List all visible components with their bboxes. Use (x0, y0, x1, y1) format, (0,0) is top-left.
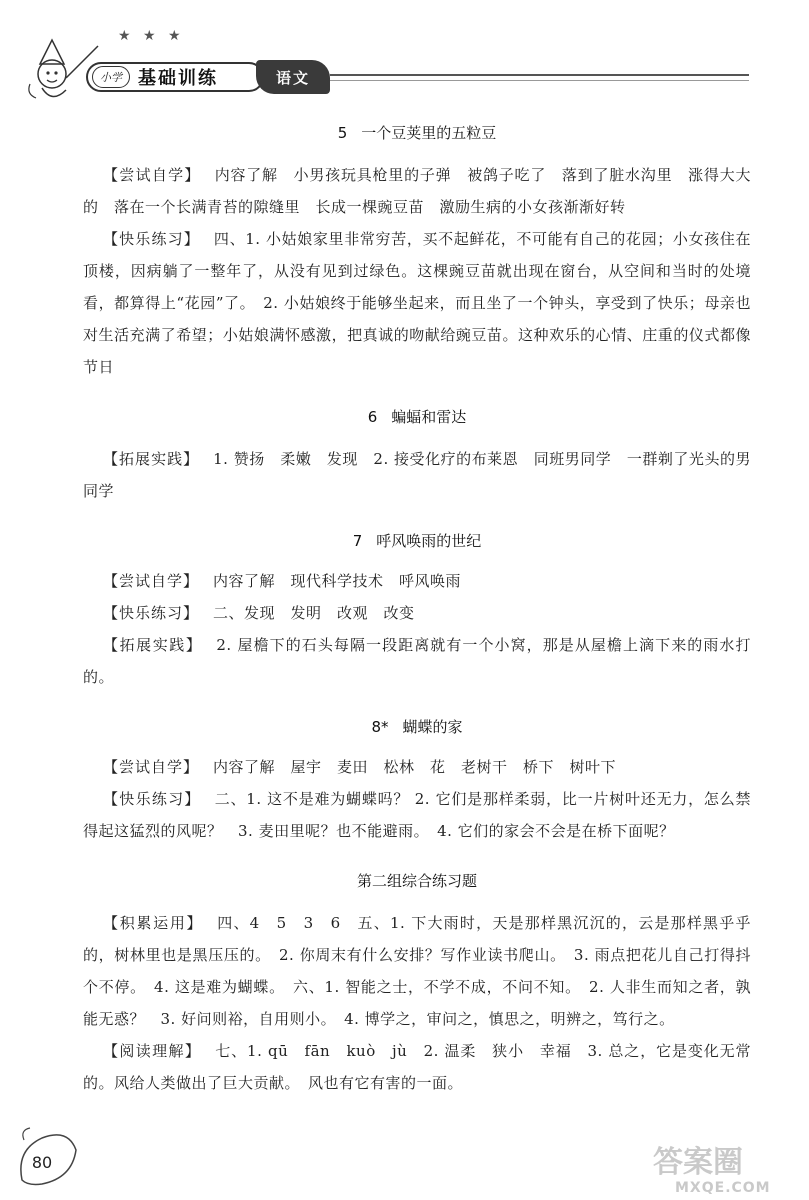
answer-paragraph (83, 443, 751, 507)
section-title-text: 第二组综合练习题 (356, 872, 477, 890)
section-number: 6 (367, 408, 378, 426)
paragraph-label: 【尝试自学】 (103, 572, 200, 590)
section-title-text: 呼风唤雨的世纪 (376, 532, 482, 550)
paragraph-text: 二、1. 这不是难为蝴蝶吗？ 2. 它们是那样柔弱，比一片树叶还无力，怎么禁得起这猛烈的风呢？ 3. 麦田里呢？也不能避雨。 4. 它们的家会不会是在桥下面呢？ (83, 790, 751, 840)
section-number: 7 (352, 532, 363, 550)
section-title (83, 715, 751, 739)
paragraph-label: 【快乐练习】 (103, 604, 200, 622)
paragraph-label: 【尝试自学】 (103, 166, 201, 184)
answer-paragraph (83, 159, 751, 223)
answer-paragraph (83, 597, 751, 629)
stars-decoration: ★ ★ ★ (118, 28, 185, 44)
answer-content (83, 115, 751, 1099)
paragraph-text: 内容了解 屋宇 麦田 松林 花 老树干 桥下 树叶下 (213, 758, 617, 776)
brand-grade-label: 小学 (92, 66, 130, 88)
header-rule-thin (330, 80, 749, 81)
watermark-logo-icon (649, 1138, 799, 1196)
section (83, 529, 751, 693)
section-title-text: 蝴蝶的家 (402, 718, 463, 736)
answer-paragraph (83, 629, 751, 693)
brand-logo (86, 62, 264, 92)
paragraph-text: 2. 屋檐下的石头每隔一段距离就有一个小窝，那是从屋檐上滴下来的雨水打的。 (83, 636, 751, 686)
watermark-text: 答案圈 (653, 1145, 743, 1180)
section (83, 121, 751, 383)
paragraph-label: 【拓展实践】 (103, 450, 200, 468)
answer-paragraph (83, 751, 751, 783)
section-title (83, 405, 751, 429)
section-title-text: 蝙蝠和雷达 (391, 408, 467, 426)
subject-tab: 语文 (256, 60, 330, 94)
section-number: 8* (371, 718, 389, 736)
paragraph-label: 【阅读理解】 (103, 1042, 202, 1060)
paragraph-label: 【拓展实践】 (103, 636, 203, 654)
watermark-url: MXQE.COM (675, 1180, 771, 1196)
answer-paragraph (83, 1035, 751, 1099)
paragraph-text: 内容了解 现代科学技术 呼风唤雨 (213, 572, 462, 590)
paragraph-text: 四、4 5 3 6 五、1. 下大雨时，天是那样黑沉沉的，云是那样黑乎乎的，树林里也是黑压压的。 2. 你周末有什么安排？写作业读书爬山。 3. 雨点把花儿自己打得抖个不停。 4. 这是难为蝴蝶。 六、1. 智能之士，不学不成，不问不知。 2. 人非生而知之者，孰能无惑？ 3. 好问则裕，自用则小。 4. 博学之，审问之，慎思之，明辨之，笃行之。 (83, 914, 751, 1028)
answer-paragraph (83, 565, 751, 597)
section-title (83, 121, 751, 145)
page-number: 80 (31, 1152, 53, 1172)
section-number: 5 (337, 124, 348, 142)
section (83, 869, 751, 1099)
answer-paragraph (83, 223, 751, 383)
section-title (83, 869, 751, 893)
answer-paragraph (83, 783, 751, 847)
paragraph-text: 二、发现 发明 改观 改变 (213, 604, 415, 622)
paragraph-text: 1. 赞扬 柔嫩 发现 2. 接受化疗的布莱恩 同班男同学 一群剃了光头的男同学 (83, 450, 751, 500)
paragraph-label: 【快乐练习】 (103, 230, 200, 248)
answer-paragraph (83, 907, 751, 1035)
paragraph-text: 内容了解 小男孩玩具枪里的子弹 被鸽子吃了 落到了脏水沟里 涨得大大的 落在一个长满青苔的隙缝里 长成一棵豌豆苗 激励生病的小女孩渐渐好转 (83, 166, 751, 216)
brand-title: 基础训练 (138, 68, 218, 89)
section-title-text: 一个豆荚里的五粒豆 (361, 124, 497, 142)
header-rule (330, 74, 749, 76)
paragraph-label: 【积累运用】 (103, 914, 204, 932)
page-header (0, 0, 809, 110)
section (83, 405, 751, 507)
paragraph-text: 七、1. qū fān kuò jù 2. 温柔 狭小 幸福 3. 总之，它是变化无常的。风给人类做出了巨大贡献。 风也有它有害的一面。 (83, 1042, 751, 1092)
paragraph-text: 四、1. 小姑娘家里非常穷苦，买不起鲜花，不可能有自己的花园；小女孩住在顶楼，因病躺了一整年了，从没有见到过绿色。这棵豌豆苗就出现在窗台，从空间和当时的处境看，都算得上“花园”了。 2. 小姑娘终于能够坐起来，而且坐了一个钟头，享受到了快乐；母亲也对生活充满了希望；小姑娘满怀感激，把真诚的吻献给豌豆苗。这种欢乐的心情、庄重的仪式都像节日 (83, 230, 751, 376)
paragraph-label: 【尝试自学】 (103, 758, 200, 776)
paragraph-label: 【快乐练习】 (103, 790, 201, 808)
section-title (83, 529, 751, 553)
section (83, 715, 751, 847)
